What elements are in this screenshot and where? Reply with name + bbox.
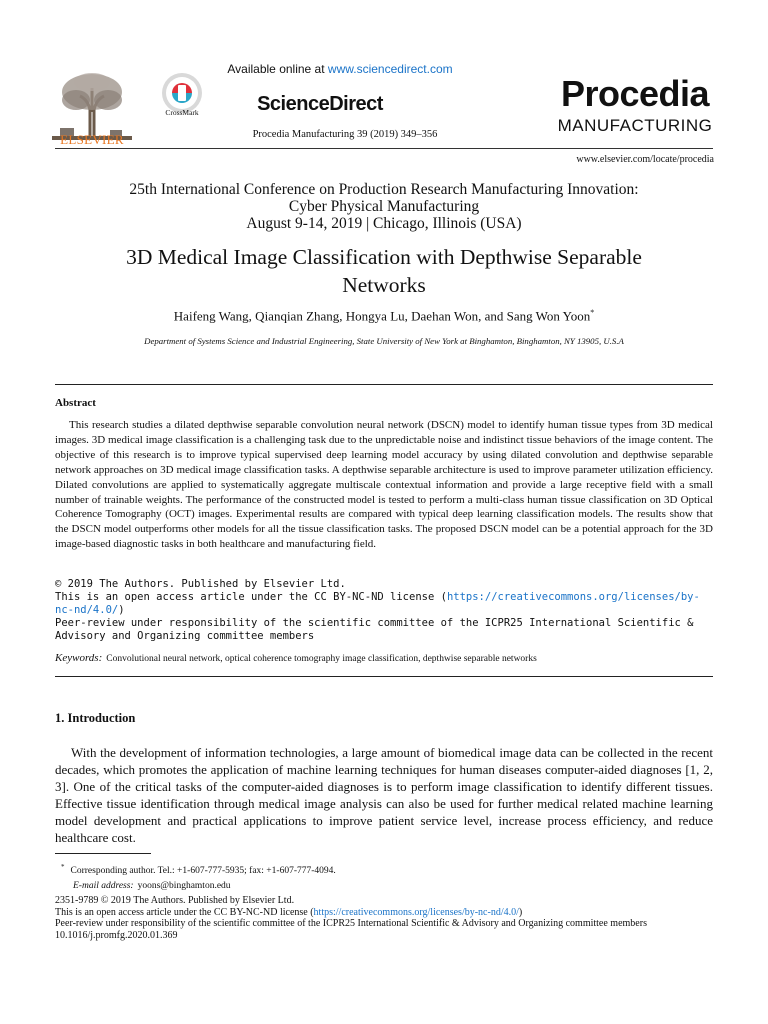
publisher-name: ELSEVIER <box>60 132 124 147</box>
page-footer <box>55 895 715 941</box>
license-link[interactable]: https://creativecommons.org/licenses/by-nc-nd/4.0/ <box>55 591 700 616</box>
email-label: E-mail address: <box>73 881 134 892</box>
available-prefix: Available online at <box>227 62 328 76</box>
footnote-email <box>55 879 713 894</box>
journal-url[interactable]: www.elsevier.com/locate/procedia <box>576 154 714 165</box>
footer-issn: 2351-9789 © 2019 The Authors. Published by Elsevier Ltd. <box>55 895 295 906</box>
keywords <box>55 652 713 664</box>
footnote-rule <box>55 853 151 854</box>
paper-title <box>55 243 713 299</box>
abstract-top-rule <box>55 384 713 385</box>
abstract-bottom-rule <box>55 676 713 677</box>
footer-doi[interactable]: 10.1016/j.promfg.2020.01.369 <box>55 929 178 941</box>
peer-review-line: Peer-review under responsibility of the scientific committee of the ICPR25 International Scientific & Advisory and Organizing committee members <box>55 617 694 642</box>
license-suffix: ) <box>118 604 125 616</box>
license-line <box>55 591 715 617</box>
footer-license-link[interactable]: https://creativecommons.org/licenses/by-nc-nd/4.0/ <box>313 906 519 918</box>
paper-title-line-2: Networks <box>342 273 426 297</box>
conference-line-2: Cyber Physical Manufacturing <box>288 198 480 215</box>
footer-license-prefix: This is an open access article under the CC BY-NC-ND license ( <box>55 906 314 918</box>
conference-line-3: August 9-14, 2019 | Chicago, Illinois (USA) <box>246 215 522 232</box>
copyright-line: © 2019 The Authors. Published by Elsevier Ltd. <box>55 578 346 590</box>
introduction-text: With the development of information technologies, a large amount of biomedical image data can be collected in the recent decades, which promotes the application of machine learning techniques for human diseases computer-aided diagnoses [1, 2, 3]. One of the critical tasks of the computer-aided diagnoses is to perform image classification to identify different tissues. Effective tissue identification through medical image analysis can also be used for further medical related machine learning model development and practical applications to improve patient service level, increase process efficiency, and reduce healthcare cost. <box>55 745 713 845</box>
footer-peer-review: Peer-review under responsibility of the scientific committee of the ICPR25 International Scientific & Advisory and Organizing committee members <box>55 918 647 930</box>
footnote-mark: * <box>61 863 65 871</box>
keywords-label: Keywords: <box>55 652 103 664</box>
abstract-heading: Abstract <box>55 397 96 409</box>
copyright-notice <box>55 578 715 643</box>
license-prefix: This is an open access article under the CC BY-NC-ND license ( <box>55 591 447 603</box>
footer-license-suffix: ) <box>518 906 523 918</box>
available-online <box>210 62 470 76</box>
authors: Haifeng Wang, Qianqian Zhang, Hongya Lu, Daehan Won, and Sang Won Yoon <box>173 308 591 324</box>
footnote-corresponding-text: Corresponding author. Tel.: +1-607-777-5935; fax: +1-607-777-4094. <box>70 866 336 877</box>
corresponding-author-mark: * <box>590 308 595 317</box>
sciencedirect-wordmark: ScienceDirect <box>257 93 383 115</box>
email-address[interactable]: yoons@binghamton.edu <box>137 881 231 892</box>
sciencedirect-link[interactable]: www.sciencedirect.com <box>327 62 453 76</box>
conference-line-1: 25th International Conference on Production Research Manufacturing Innovation: <box>129 181 639 198</box>
footer-license <box>55 907 715 919</box>
footnote <box>55 860 713 894</box>
footnote-corresponding <box>55 860 713 879</box>
header-divider <box>55 148 713 149</box>
crossmark-label: CrossMark <box>165 108 199 117</box>
author-list <box>55 308 713 324</box>
section-heading-introduction: 1. Introduction <box>55 711 136 725</box>
affiliation: Department of Systems Science and Industrial Engineering, State University of New York at Binghamton, Binghamton, NY 13905, U.S.A <box>144 336 624 346</box>
journal-citation: Procedia Manufacturing 39 (2019) 349–356 <box>252 129 438 140</box>
journal-logo-subtitle: MANUFACTURING <box>557 116 713 135</box>
paper-title-line-1: 3D Medical Image Classification with Depthwise Separable <box>126 245 642 269</box>
conference-block <box>55 181 713 232</box>
keywords-text: Convolutional neural network, optical coherence tomography image classification, depthwise separable networks <box>106 654 537 664</box>
journal-logo-title: Procedia <box>560 73 710 114</box>
abstract-text: This research studies a dilated depthwise separable convolution neural network (DSCN) model to identify human tissue types from 3D medical images. 3D medical image classification is a challenging task due to the unpredictable noise and indistinct tissue behaviors of the image content. The objective of this research is to improve typical supervised deep learning model accuracy by using dilated convolution and depthwise separable network approaches on 3D medical image classification tasks. A depthwise separable architecture is used to improve parameter utilization efficiency. Dilated convolutions are applied to systematically aggregate multiscale contextual information and provide a large receptive field with a small number of trainable weights. The performance of the constructed model is tested to perform a multi-class human tissue classification on 3D Optical Coherence Tomography (OCT) images. Experimental results are compared with typical deep learning classification models. The results show that the DSCN model outperforms other models for all the tissue classification tasks. The proposed DSCN model can be a potential approach for the 3D image-based diagnostic tasks in both healthcare and manufacturing field. <box>55 419 713 551</box>
